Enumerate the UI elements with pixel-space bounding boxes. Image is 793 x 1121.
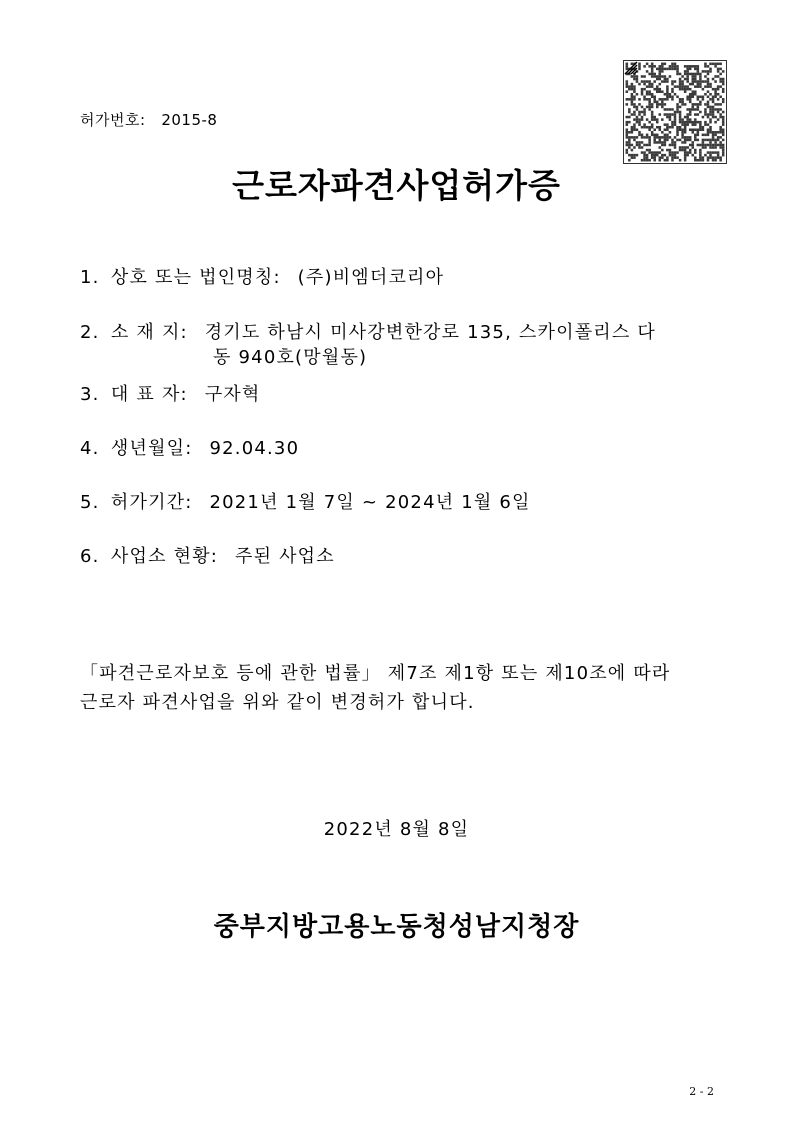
item-business-sites — [80, 542, 335, 568]
item-birthdate — [80, 434, 299, 460]
item-value: 2021년 1월 7일 ~ 2024년 1월 6일 — [209, 492, 531, 513]
item-company-name — [80, 263, 444, 289]
item-number: 4. — [80, 438, 100, 459]
page-number: 2 - 2 — [689, 1085, 714, 1098]
item-number: 1. — [80, 267, 100, 288]
permit-number — [80, 109, 217, 130]
item-number: 2. — [80, 322, 100, 343]
item-value: 경기도 하남시 미사강변한강로 135, 스카이폴리스 다 — [204, 322, 656, 343]
item-address-continued: 동 940호(망월동) — [213, 347, 368, 368]
issue-date: 2022년 8월 8일 — [323, 819, 470, 840]
item-label: 생년월일: — [110, 438, 193, 459]
item-number: 3. — [80, 384, 100, 405]
item-label: 대 표 자: — [110, 384, 188, 405]
item-number: 6. — [80, 546, 100, 567]
item-value: 92.04.30 — [209, 438, 300, 459]
item-permit-period — [80, 488, 531, 514]
item-number: 5. — [80, 492, 100, 513]
document-title: 근로자파견사업허가증 — [232, 166, 561, 205]
item-label: 상호 또는 법인명칭: — [110, 267, 281, 288]
item-address — [80, 318, 656, 344]
permit-number-value: 2015-8 — [161, 111, 218, 129]
item-value: 구자혁 — [204, 384, 261, 405]
issuer-name: 중부지방고용노동청성남지청장 — [213, 912, 580, 942]
item-label: 허가기간: — [110, 492, 193, 513]
statement-line-1: 「파견근로자보호 등에 관한 법률」 제7조 제1항 또는 제10조에 따라 — [80, 663, 671, 684]
statement-line-2: 근로자 파견사업을 위와 같이 변경허가 합니다. — [80, 692, 475, 713]
item-representative — [80, 380, 260, 406]
item-label: 소 재 지: — [110, 322, 188, 343]
item-label: 사업소 현황: — [110, 546, 219, 567]
item-value: (주)비엠더코리아 — [297, 267, 445, 288]
item-value: 주된 사업소 — [234, 546, 335, 567]
qr-code-icon — [623, 60, 727, 164]
permit-number-label: 허가번호: — [80, 111, 146, 129]
